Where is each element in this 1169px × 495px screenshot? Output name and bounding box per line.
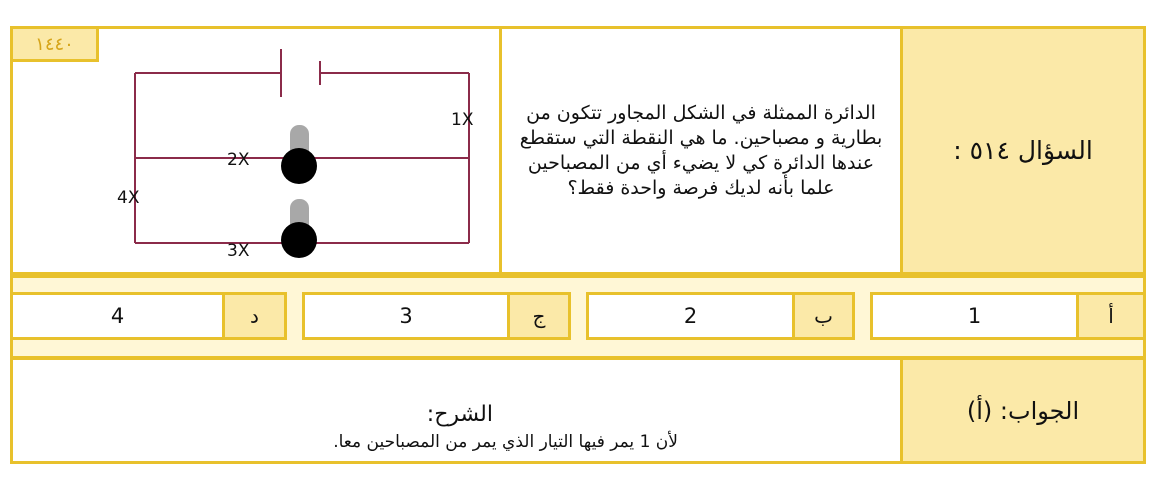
circuit-diagram-cell	[10, 26, 502, 275]
option-a-letter: أ	[1076, 292, 1146, 340]
option-d-value: 4	[110, 304, 125, 328]
option-d-button[interactable]	[10, 292, 225, 340]
option-d-letter: د	[222, 292, 287, 340]
option-c-value: 3	[399, 304, 413, 328]
point-4-label: 4X	[117, 188, 140, 208]
option-b-button[interactable]	[586, 292, 795, 340]
explanation-cell	[10, 357, 903, 464]
option-a-value: 1	[967, 304, 982, 328]
bulb-1-icon	[281, 125, 317, 184]
point-3-label: 3X	[227, 241, 250, 261]
option-c-letter: ج	[507, 292, 571, 340]
point-2-label: 2X	[227, 150, 250, 170]
answer-label: الجواب: (أ)	[966, 396, 1080, 425]
answer-label-cell	[900, 357, 1146, 464]
option-b-letter: ب	[792, 292, 855, 340]
explanation-title: الشرح:	[426, 402, 493, 427]
bulb-2-icon	[281, 199, 317, 258]
option-b-value: 2	[683, 304, 698, 328]
question-number-label	[900, 26, 1146, 275]
circuit-diagram	[13, 29, 499, 272]
question-text: الدائرة الممثلة في الشكل المجاور تتكون من بطارية و مصباحين. ما هي النقطة التي ستقطع عندها الدائرة كي لا يضيء أي من المصباحين علما بأنه لديك فرصة واحدة فقط؟	[519, 101, 883, 199]
question-text-cell	[499, 26, 903, 275]
explanation-text: لأن 1 يمر فيها التيار الذي يمر من المصباحين معا.	[333, 432, 678, 452]
battery-symbol	[281, 49, 320, 97]
point-1-label: 1X	[451, 110, 474, 130]
option-c-button[interactable]	[302, 292, 510, 340]
question-code: ١٤٤٠	[35, 33, 74, 55]
question-number-text: السؤال ٥١٤ :	[953, 136, 1093, 165]
option-a-button[interactable]	[870, 292, 1079, 340]
